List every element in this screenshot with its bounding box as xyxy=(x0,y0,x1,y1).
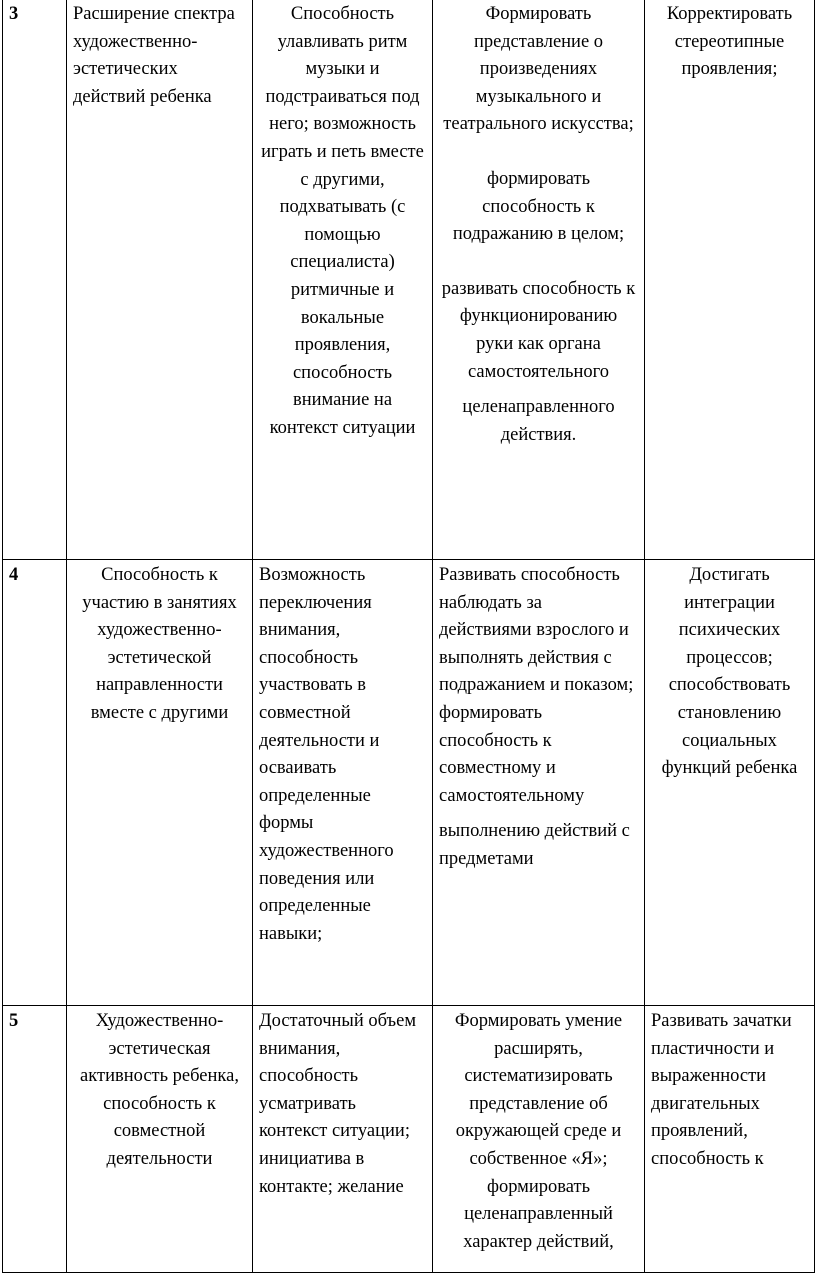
abilities-cell: Возможность переключения внимания, способность участвовать в совместной деятельности и осваивать определенные формы художественного поведения или определенные навыки; xyxy=(253,560,433,1006)
abilities-cell: Достаточный объем внимания, способность усматривать контекст ситуации; инициатива в контакте; желание xyxy=(253,1006,433,1273)
correction-goals-cell: Развивать зачатки пластичности и выраженности двигательных проявлений, способность к xyxy=(645,1006,815,1273)
task-paragraph: Развивать способность наблюдать за действиями взрослого и выполнять действия с подражанием и показом; формировать способность к совместному и самостоятельному xyxy=(439,565,634,806)
program-table xyxy=(2,0,815,1273)
task-paragraph: целенаправленного действия. xyxy=(462,397,615,445)
abilities-cell: Способность улавливать ритм музыки и подстраиваться под него; возможность играть и петь вместе с другими, подхватывать (с помощью специалиста) ритмичные и вокальные проявления, способность внимание на контекст ситуации xyxy=(253,0,433,560)
tasks-cell xyxy=(433,0,645,560)
row-number: 4 xyxy=(3,560,67,1006)
task-paragraph: Формировать представление о произведениях музыкального и театрального искусства; xyxy=(443,4,634,135)
table-row xyxy=(3,560,815,1006)
task-paragraph: Формировать умение расширять, систематизировать представление об окружающей среде и собственное «Я»; формировать целенаправленный характер действий, xyxy=(454,1011,623,1252)
stage-description-cell: Способность к участию в занятиях художественно-эстетической направленности вместе с другими xyxy=(67,560,253,1006)
row-number: 3 xyxy=(3,0,67,560)
stage-description-cell: Художественно-эстетическая активность ребенка, способность к совместной деятельности xyxy=(67,1006,253,1273)
tasks-cell xyxy=(433,560,645,1006)
row-number: 5 xyxy=(3,1006,67,1273)
task-paragraph: выполнению действий с предметами xyxy=(439,821,630,869)
table-row xyxy=(3,0,815,560)
table-row xyxy=(3,1006,815,1273)
task-paragraph: формировать способность к подражанию в целом; xyxy=(452,168,625,245)
task-paragraph: развивать способность к функционированию руки как органа самостоятельного xyxy=(441,278,636,382)
correction-goals-cell: Достигать интеграции психических процессов; способствовать становлению социальных функций ребенка xyxy=(645,560,815,1006)
tasks-cell xyxy=(433,1006,645,1273)
correction-goals-cell: Корректировать стереотипные проявления; xyxy=(645,0,815,560)
stage-description-cell: Расширение спектра художественно-эстетических действий ребенка xyxy=(67,0,253,560)
